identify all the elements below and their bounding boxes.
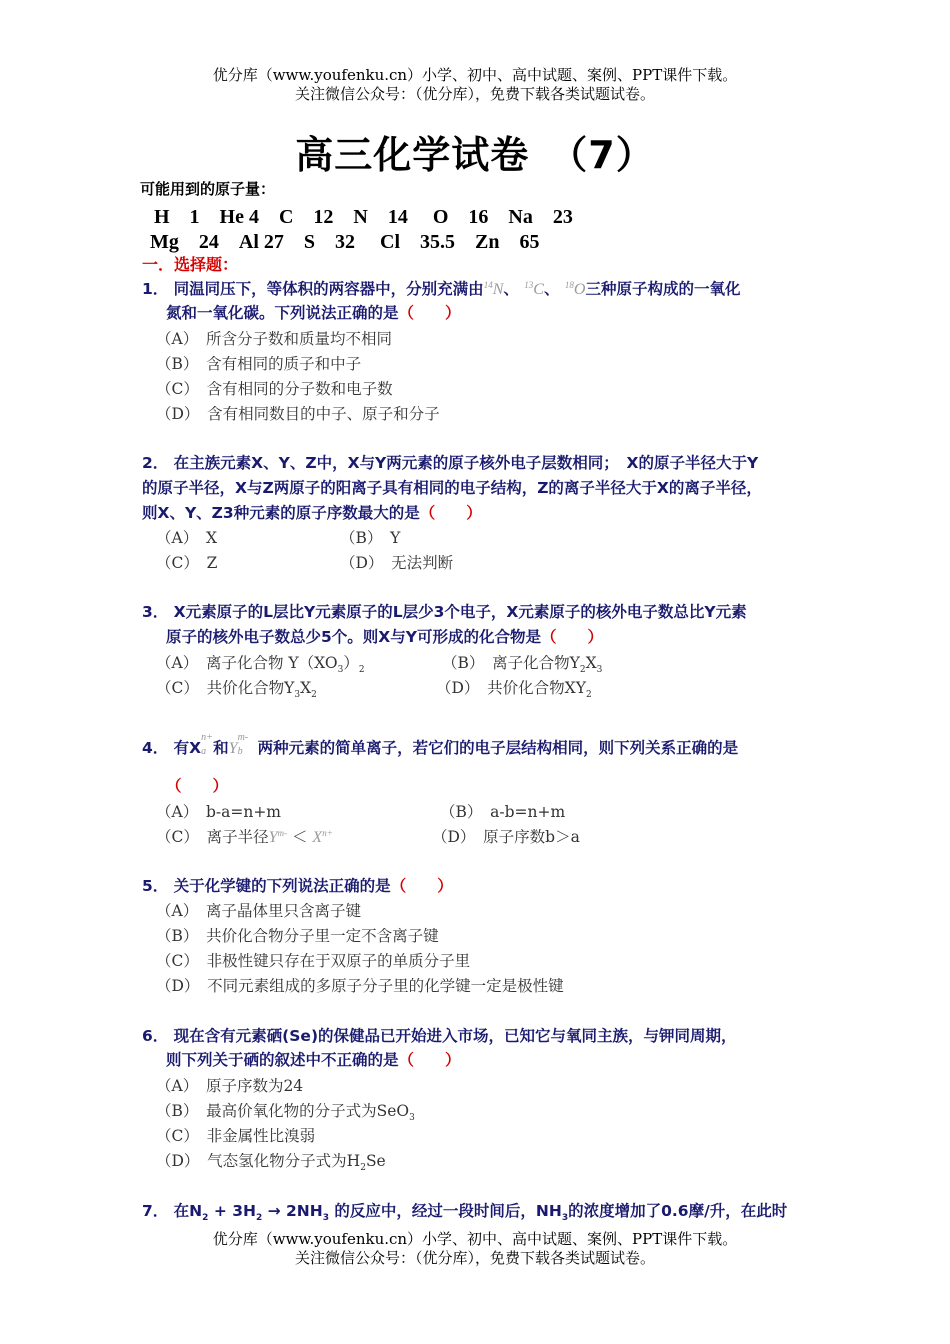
q4-c-pre: （C） 离子半径: [156, 828, 269, 846]
q7-arrow: →: [262, 1202, 287, 1220]
header-line-2: 关注微信公众号：（优分库），免费下载各类试题试卷。: [294, 85, 655, 103]
q1-iso2-mass: 13: [524, 279, 534, 290]
q7-s1: 2: [202, 1213, 209, 1224]
q6-stem-b: 则下列关于硒的叙述中不正确的是: [166, 1051, 399, 1069]
q4-c-x: X: [312, 829, 323, 846]
q3-b-sub1: 2: [579, 665, 586, 676]
q5-stem: 5． 关于化学键的下列说法正确的是: [142, 877, 391, 895]
q4-answer-paren: （ ）: [166, 777, 229, 795]
q6-b-pre: （B） 最高价氧化物的分子式为SeO: [156, 1102, 410, 1120]
q3-b-sub2: 3: [596, 665, 603, 676]
q2-option-a: （A） X: [156, 529, 217, 547]
q1-option-a: （A） 所含分子数和质量均不相同: [156, 330, 392, 348]
q6-option-c: （C） 非金属性比溴弱: [156, 1127, 316, 1145]
q4-option-b: （B） a-b=n+m: [440, 803, 566, 821]
q1-iso1-symbol: N: [492, 281, 504, 298]
question-1-line-2: [166, 301, 461, 323]
q5-option-a: （A） 离子晶体里只含离子键: [156, 902, 361, 920]
q3-a-sub2: 2: [358, 665, 365, 676]
q6-d-post: Se: [365, 1152, 386, 1170]
q3-c-pre: （C） 共价化合物Y: [156, 679, 295, 697]
question-2-line-1: 2． 在主族元素X、Y、Z中，X与Y两元素的原子核外电子层数相同； X的原子半径大于Y: [142, 454, 759, 472]
q4-option-d: （D） 原子序数b＞a: [432, 828, 580, 846]
q4-c-lt: ＜: [291, 828, 308, 846]
q1-iso1-mass: 14: [483, 279, 493, 290]
q7-a: 7． 在N: [142, 1202, 203, 1220]
q1-option-c: （C） 含有相同的分子数和电子数: [156, 380, 393, 398]
q3-b-pre: （B） 离子化合物Y: [442, 654, 580, 672]
q1-stem-a: 1． 同温同压下，等体积的两容器中，分别充满由: [142, 280, 484, 298]
q1-stem-c: 氮和一氧化碳。下列说法正确的是: [166, 304, 399, 322]
q4-stem-b: 和: [213, 739, 229, 757]
q3-option-d: [436, 676, 592, 700]
q4-stem-c: 两种元素的简单离子，若它们的电子层结构相同，则下列关系正确的是: [257, 739, 739, 757]
q1-iso3-symbol: O: [573, 281, 586, 298]
question-2-line-3: [142, 501, 482, 523]
q3-option-a: [156, 651, 365, 675]
question-5-line-1: [142, 874, 453, 896]
q1-answer-paren: （ ）: [398, 304, 461, 322]
q7-s2: 2: [255, 1213, 263, 1224]
question-3-line-1: 3． X元素原子的L层比Y元素原子的L层少3个电子，X元素原子的核外电子数总比Y元素: [142, 603, 747, 621]
footer-line-2: 关注微信公众号：（优分库），免费下载各类试题试卷。: [294, 1249, 655, 1267]
q2-option-d: （D） 无法判断: [340, 554, 454, 572]
q6-b-sub: 3: [409, 1113, 415, 1124]
atomic-mass-label: 可能用到的原子量：: [140, 180, 276, 198]
q2-option-c: （C） Z: [156, 554, 218, 572]
q1-sep2: 、: [543, 280, 560, 298]
question-6-line-1: 6． 现在含有元素硒(Se)的保健品已开始进入市场，已知它与氧同主族，与钾同周期，: [142, 1027, 737, 1045]
q6-option-b: [156, 1099, 415, 1123]
q4-option-a: （A） b-a=n+m: [156, 803, 281, 821]
q2-option-b: （B） Y: [340, 529, 401, 547]
q7-s3: 3: [322, 1213, 330, 1224]
q5-option-c: （C） 非极性键只存在于双原子的单质分子里: [156, 952, 471, 970]
q5-option-b: （B） 共价化合物分子里一定不含离子键: [156, 927, 439, 945]
q3-a-sub1: 3: [337, 665, 344, 676]
q4-y-symbol: Y: [228, 740, 238, 757]
q1-sep1: 、: [503, 280, 519, 298]
footer-line-1: 优分库（www.youfenku.cn）小学、初中、高中试题、案例、PPT课件下载。: [212, 1230, 738, 1248]
q4-stem-a: 4． 有X: [142, 739, 202, 757]
question-3-line-2: [166, 625, 603, 647]
q6-d-pre: （D） 气态氢化物分子式为H: [156, 1152, 361, 1170]
q3-a-mid: ）: [343, 654, 359, 672]
q4-x-number: a: [201, 745, 207, 757]
q3-b-mid: X: [585, 654, 597, 672]
q4-c-xsup: n+: [322, 827, 333, 838]
atomic-mass-row-1: H 1 He 4 C 12 N 14 O 16 Na 23: [154, 206, 573, 228]
q4-y-charge: m-: [237, 731, 249, 743]
q3-option-c: [156, 676, 317, 700]
q7-c: 2NH: [286, 1202, 323, 1220]
q6-answer-paren: （ ）: [398, 1051, 461, 1069]
q1-option-b: （B） 含有相同的质子和中子: [156, 355, 362, 373]
q6-d-sub: 2: [360, 1163, 366, 1174]
question-6-line-2: [166, 1048, 461, 1070]
q7-d: 的反应中，经过一段时间后，NH: [329, 1202, 562, 1220]
q5-answer-paren: （ ）: [390, 877, 453, 895]
q4-x-charge: n+: [201, 731, 213, 743]
q4-c-ysup: m-: [277, 827, 288, 838]
question-2-line-2: 的原子半径，X与Z两原子的阳离子具有相同的电子结构，Z的离子半径大于X的离子半径，: [142, 479, 762, 497]
q7-e: 的浓度增加了0.6摩/升，在此时: [568, 1202, 788, 1220]
header-line-1: 优分库（www.youfenku.cn）小学、初中、高中试题、案例、PPT课件下载。: [212, 66, 738, 84]
q4-c-y: Y: [268, 829, 278, 846]
q1-stem-b: 三种原子构成的一氧化: [585, 280, 741, 298]
q3-answer-paren: （ ）: [540, 628, 603, 646]
q1-iso2-symbol: C: [533, 281, 544, 298]
q7-b: + 3H: [208, 1202, 256, 1220]
q2-stem-c: 则X、Y、Z3种元素的原子序数最大的是: [142, 504, 420, 522]
q5-option-d: （D） 不同元素组成的多原子分子里的化学键一定是极性键: [156, 977, 564, 995]
atomic-mass-row-2: Mg 24 Al 27 S 32 Cl 35.5 Zn 65: [150, 231, 540, 253]
q2-answer-paren: （ ）: [419, 504, 482, 522]
q3-d-pre: （D） 共价化合物XY: [436, 679, 586, 697]
question-1-line-1: [142, 277, 740, 299]
q6-option-a: （A） 原子序数为24: [156, 1077, 304, 1095]
q7-s4: 3: [561, 1213, 569, 1224]
q1-iso3-mass: 18: [564, 279, 574, 290]
page-title: 高三化学试卷 （7）: [295, 133, 655, 177]
q3-c-sub1: 3: [294, 690, 301, 701]
q4-option-c: [156, 825, 333, 847]
section-heading: 一．选择题：: [142, 255, 239, 274]
q1-option-d: （D） 含有相同数目的中子、原子和分子: [156, 405, 440, 423]
q6-option-d: [156, 1149, 386, 1173]
q3-c-sub2: 2: [311, 690, 317, 701]
q4-y-number: b: [237, 745, 243, 757]
question-7-line-1: [142, 1199, 787, 1223]
q3-stem-b: 原子的核外电子数总少5个。则X与Y可形成的化合物是: [166, 628, 541, 646]
q3-c-mid: X: [300, 679, 312, 697]
q3-a-pre: （A） 离子化合物 Y（XO: [156, 654, 338, 672]
question-4-line-1: [142, 731, 739, 758]
q3-d-sub: 2: [585, 690, 592, 701]
q3-option-b: [442, 651, 602, 675]
